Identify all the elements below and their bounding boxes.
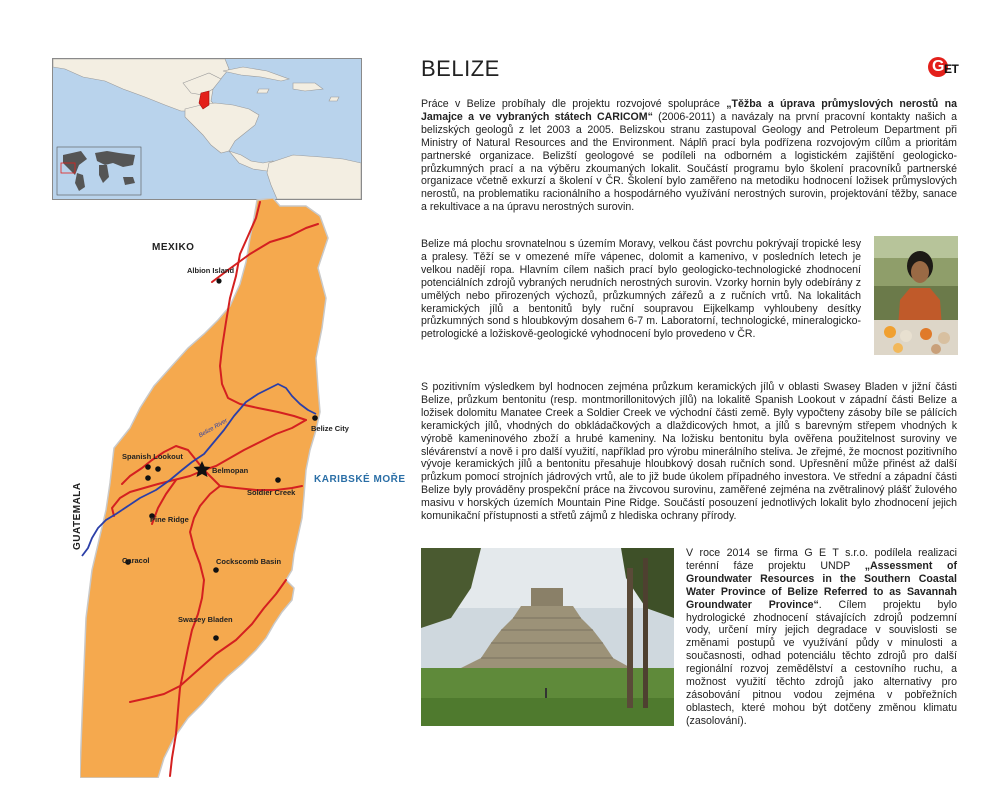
paragraph-undp-groundwater — [686, 547, 957, 728]
caribbean-sea-label: KARIBSKÉ MOŘE — [314, 474, 406, 485]
belize-city-label: Belize City — [311, 424, 349, 433]
belmopan-label: Belmopan — [212, 466, 249, 475]
paragraph-survey-results: S pozitivním výsledkem byl hodnocen zejména průzkum keramických jílů v oblasti Swasey Bladen v jižní části Belize, průzkum bentonitu (resp. montmorillonitových jílů) na lokalitě Spanish Lookout v západní části Belize a ložisek dolomitu Manatee Creek a Soldier Creek ve východní části země. Byly vypočteny zásoby bíle se pálících keramických jílů, vhodných do obkládačkových a dlaždicových hmot, a jílů s barevným střepem vhodných k výrobě kameninového zboží a hrubé kameniny. Na ložisku bentonitu byla ověřena použitelnost suroviny ve slévárenství a nově i pro další využití, například pro výrobu minerálního steliva. Je zřejmé, že mocnost pozitivního vývoje keramických jílů a bentonitu přesahuje hloubkový dosah ručních sond. Upřesnění může přinést až další průzkum pomocí strojních jádrových vrtů, ale to již bude úkolem případného investora. Ve střední a západní části Belize byly prováděny prospekční práce na živcovou surovinu, zaměřené zejména na zvětralinový plášť žulového masivu v horských územích Mountain Pine Ridge. Součástí posouzení jednotlivých lokalit bylo zhodnocení jejich komunikační přístupnosti a střetů zájmů z hlediska ochrany přírody. — [421, 381, 957, 523]
logo-g-letter: G — [932, 58, 945, 75]
p1-text-start: Práce v Belize probíhaly dle projektu rozvojové spolupráce — [421, 98, 727, 110]
page-title: BELIZE — [421, 56, 500, 81]
photo-woman-with-samples — [874, 236, 958, 355]
logo-et-letters: ET — [944, 62, 959, 76]
p1-text-end: (2006-2011) a navázaly na první pracovní kontakty našich a belizských geologů z let 2003 a 2005. Belizskou stranu zastupoval Geology and Petroleum Department při Ministry of Natural Resources and the Environment. Náplň prací byla podřízena rozvojovým cílům a prioritám partnerské organizace. Belizští geologové se podíleli na odborném a logistickém zajištění geologicko-průzkumných prací a na výběru zkoumaných lokalit. Součástí programu bylo školení pracovníků partnerské organizace včetně exkurzí a školení v ČR. Školení bylo zaměřeno na metodiku hodnocení ložisek průmyslových nerostů, na problematiku racionálního a hospodárného využívání nerostných surovin, projektování těžby, sanace a rekultivace a na úpravu nerostných surovin. — [421, 110, 957, 214]
belize-city-dot — [312, 415, 318, 421]
spanish-lookout-label: Spanish Lookout — [122, 452, 183, 461]
inset-location-map — [52, 58, 362, 200]
belize-river-label: Belize River — [198, 417, 229, 440]
p4-text-start: V roce 2014 se firma G E T s.r.o. podílela realizaci terénní fáze projektu UNDP — [686, 547, 957, 572]
swasey-bladen-dot — [213, 635, 219, 641]
paragraph-caricom-project — [421, 98, 957, 214]
soldier-creek-label: Soldier Creek — [247, 488, 296, 497]
get-logo — [928, 57, 958, 77]
albion-island-dot — [216, 278, 221, 283]
paragraph-belize-geology: Belize má plochu srovnatelnou s územím Moravy, velkou část povrchu pokrývají tropické lesy a pralesy. Těží se v omezené míře vápenec, dolomit a kamenivo, v posledních letech je velkou nadějí ropa. Hlavním cílem našich prací bylo geologicko-technologické zhodnocení potenciálních zdrojů vybraných nerudních nerostných surovin. Vzorky hornin byly odebírány z umělých nebo přirozených výchozů, průzkumných zářezů a z ručních vrtů. Na lokalitách keramických jílů a bentonitů byly ruční soupravou Eijkelkamp vyhloubeny desítky průzkumných sond s hloubkovým dosahem 6-7 m. Laboratorní, technologické, mineralogicko-petrologické a ložiskově-geologické vyhodnocení bylo provedeno v ČR. — [421, 238, 861, 341]
caracol-label: Caracol — [122, 556, 150, 565]
soldier-creek-dot — [275, 477, 281, 483]
guatemala-label: GUATEMALA — [72, 482, 83, 550]
spanish-lookout-dot — [145, 464, 151, 470]
cockscomb-basin-dot — [213, 567, 219, 573]
belize-map — [72, 198, 406, 778]
p1-project-title: „Těžba a úprava průmyslových nerostů na Jamajce a ve vybraných státech CARICOM“ — [421, 98, 957, 123]
p4-text-end: . Cílem projektu bylo hydrologické zhodnocení stávajících zdrojů podzemní vody, určení míry jejich degradace v souvislosti se změnami postupů ve využívání půdy v minulosti a současnosti, odhad potenciálu těchto zdrojů pro další regionální rozvoj zemědělství a cestovního ruchu, a možnost využití těchto zdrojů jako alternativy pro zásobování pitnou vodou zejména v pobřežních oblastech, které mohou být dotčeny změnou klimatu (zasolování). — [686, 598, 957, 727]
cockscomb-basin-label: Cockscomb Basin — [216, 557, 282, 566]
swasey-bladen-label: Swasey Bladen — [178, 615, 233, 624]
mexico-label: MEXIKO — [152, 242, 195, 253]
photo-caracol-pyramid — [421, 548, 674, 726]
inset-map-graphic — [53, 59, 361, 199]
p4-project-title: „Assessment of Groundwater Resources in the Southern Coastal Water Province of Belize Referred to as Savannah Groundwater Province“ — [686, 559, 957, 611]
belize-map-graphic — [80, 198, 400, 778]
albion-island-label: Albion Island — [187, 266, 235, 275]
pine-ridge-label: Pine Ridge — [150, 515, 189, 524]
